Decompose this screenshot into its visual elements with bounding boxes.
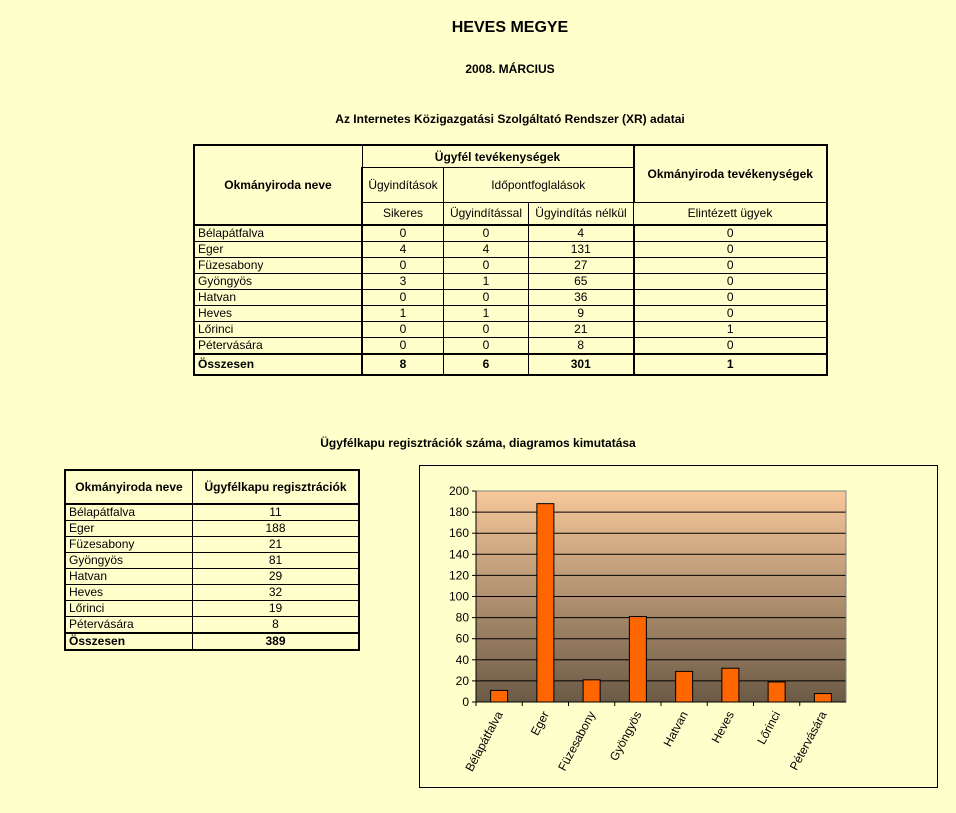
col-group-office-activities: Okmányiroda tevékenységek bbox=[634, 145, 828, 203]
without-initiation-cell: 27 bbox=[529, 258, 634, 274]
x-tick-label: Bélapátfalva bbox=[462, 708, 506, 774]
without-initiation-cell: 4 bbox=[529, 225, 634, 242]
total-with-initiation: 6 bbox=[444, 354, 529, 375]
table-row bbox=[65, 521, 359, 537]
table-row bbox=[65, 504, 359, 521]
col-header-registrations: Ügyfélkapu regisztrációk bbox=[193, 470, 360, 504]
completed-cell: 0 bbox=[634, 242, 828, 258]
successful-cell: 4 bbox=[362, 242, 444, 258]
with-initiation-cell: 0 bbox=[444, 258, 529, 274]
page-title: HEVES MEGYE bbox=[451, 19, 569, 36]
xr-data-table bbox=[193, 144, 828, 376]
bar bbox=[768, 682, 785, 702]
completed-cell: 0 bbox=[634, 290, 828, 306]
registration-count-cell: 19 bbox=[193, 601, 360, 617]
col-header-successful: Sikeres bbox=[362, 203, 444, 226]
office-name-cell: Pétervására bbox=[194, 338, 362, 355]
without-initiation-cell: 9 bbox=[529, 306, 634, 322]
office-name-cell: Gyöngyös bbox=[65, 553, 193, 569]
table-row bbox=[194, 274, 827, 290]
total-row bbox=[65, 633, 359, 650]
completed-cell: 1 bbox=[634, 322, 828, 338]
table-row bbox=[194, 322, 827, 338]
successful-cell: 0 bbox=[362, 290, 444, 306]
completed-cell: 0 bbox=[634, 274, 828, 290]
reg-table-caption: Ügyfélkapu regisztrációk száma, diagramos kimutatása bbox=[320, 436, 636, 450]
completed-cell: 0 bbox=[634, 258, 828, 274]
registration-count-cell: 21 bbox=[193, 537, 360, 553]
bar bbox=[722, 668, 739, 702]
office-name-cell: Füzesabony bbox=[194, 258, 362, 274]
successful-cell: 0 bbox=[362, 258, 444, 274]
xr-table-caption: Az Internetes Közigazgatási Szolgáltató Rendszer (XR) adatai bbox=[335, 112, 685, 126]
x-tick-label: Gyöngyös bbox=[606, 708, 645, 764]
total-successful: 8 bbox=[362, 354, 444, 375]
y-tick-label: 160 bbox=[448, 526, 469, 541]
bar bbox=[491, 690, 508, 702]
bar bbox=[583, 680, 600, 702]
without-initiation-cell: 21 bbox=[529, 322, 634, 338]
y-tick-label: 140 bbox=[448, 547, 469, 562]
table-row bbox=[65, 617, 359, 634]
total-without-initiation: 301 bbox=[529, 354, 634, 375]
bar bbox=[629, 617, 646, 702]
without-initiation-cell: 8 bbox=[529, 338, 634, 355]
registrations-chart bbox=[419, 465, 938, 788]
col-header-office-name: Okmányiroda neve bbox=[194, 145, 362, 225]
y-tick-label: 20 bbox=[455, 673, 469, 688]
with-initiation-cell: 0 bbox=[444, 338, 529, 355]
table-row bbox=[65, 585, 359, 601]
y-tick-label: 40 bbox=[455, 652, 469, 667]
registration-count-cell: 11 bbox=[193, 504, 360, 521]
x-tick-label: Heves bbox=[708, 708, 738, 746]
office-name-cell: Eger bbox=[65, 521, 193, 537]
y-tick-label: 80 bbox=[455, 610, 469, 625]
completed-cell: 0 bbox=[634, 225, 828, 242]
registration-count-cell: 29 bbox=[193, 569, 360, 585]
table-row bbox=[65, 569, 359, 585]
bar bbox=[814, 694, 831, 702]
col-header-without-initiation: Ügyindítás nélkül bbox=[529, 203, 634, 226]
total-completed: 1 bbox=[634, 354, 828, 375]
bar bbox=[676, 671, 693, 702]
office-name-cell: Lőrinci bbox=[65, 601, 193, 617]
with-initiation-cell: 4 bbox=[444, 242, 529, 258]
office-name-cell: Pétervására bbox=[65, 617, 193, 634]
with-initiation-cell: 1 bbox=[444, 274, 529, 290]
completed-cell: 0 bbox=[634, 338, 828, 355]
office-name-cell: Heves bbox=[194, 306, 362, 322]
office-name-cell: Bélapátfalva bbox=[65, 504, 193, 521]
total-registrations: 389 bbox=[193, 633, 360, 650]
successful-cell: 1 bbox=[362, 306, 444, 322]
successful-cell: 0 bbox=[362, 338, 444, 355]
with-initiation-cell: 0 bbox=[444, 225, 529, 242]
table-row bbox=[65, 601, 359, 617]
x-tick-label: Eger bbox=[527, 708, 553, 738]
total-row bbox=[194, 354, 827, 375]
office-name-cell: Gyöngyös bbox=[194, 274, 362, 290]
table-row bbox=[194, 306, 827, 322]
registration-count-cell: 8 bbox=[193, 617, 360, 634]
with-initiation-cell: 1 bbox=[444, 306, 529, 322]
office-name-cell: Eger bbox=[194, 242, 362, 258]
office-name-cell: Füzesabony bbox=[65, 537, 193, 553]
without-initiation-cell: 65 bbox=[529, 274, 634, 290]
successful-cell: 0 bbox=[362, 225, 444, 242]
page-subtitle: 2008. MÁRCIUS bbox=[465, 62, 555, 76]
col-header-with-initiation: Ügyindítással bbox=[444, 203, 529, 226]
successful-cell: 0 bbox=[362, 322, 444, 338]
office-name-cell: Hatvan bbox=[194, 290, 362, 306]
y-tick-label: 120 bbox=[448, 568, 469, 583]
table-row bbox=[194, 258, 827, 274]
without-initiation-cell: 131 bbox=[529, 242, 634, 258]
chart-svg bbox=[420, 466, 937, 787]
col-header-completed: Elintézett ügyek bbox=[634, 203, 828, 226]
y-tick-label: 100 bbox=[448, 589, 469, 604]
office-name-cell: Bélapátfalva bbox=[194, 225, 362, 242]
registration-count-cell: 32 bbox=[193, 585, 360, 601]
table-row bbox=[194, 225, 827, 242]
table-row bbox=[194, 242, 827, 258]
y-tick-label: 180 bbox=[448, 505, 469, 520]
table-row bbox=[194, 338, 827, 355]
total-label: Összesen bbox=[65, 633, 193, 650]
successful-cell: 3 bbox=[362, 274, 444, 290]
bar bbox=[537, 504, 554, 702]
registration-count-cell: 188 bbox=[193, 521, 360, 537]
table-row bbox=[65, 537, 359, 553]
x-tick-label: Pétervására bbox=[786, 708, 830, 773]
x-tick-label: Füzesabony bbox=[555, 708, 599, 774]
y-tick-label: 0 bbox=[462, 695, 469, 709]
total-label: Összesen bbox=[194, 354, 362, 375]
with-initiation-cell: 0 bbox=[444, 290, 529, 306]
x-tick-label: Hatvan bbox=[660, 708, 691, 749]
registration-count-cell: 81 bbox=[193, 553, 360, 569]
col-header-office-name: Okmányiroda neve bbox=[65, 470, 193, 504]
table-row bbox=[194, 290, 827, 306]
col-subheader-bookings: Időpontfoglalások bbox=[444, 168, 634, 203]
table-row bbox=[65, 553, 359, 569]
col-group-client-activities: Ügyfél tevékenységek bbox=[362, 145, 634, 168]
without-initiation-cell: 36 bbox=[529, 290, 634, 306]
registrations-table bbox=[64, 469, 360, 651]
x-tick-label: Lőrinci bbox=[754, 708, 784, 747]
y-tick-label: 200 bbox=[448, 484, 469, 498]
col-subheader-initiations: Ügyindítások bbox=[362, 168, 444, 203]
y-tick-label: 60 bbox=[455, 631, 469, 646]
office-name-cell: Hatvan bbox=[65, 569, 193, 585]
completed-cell: 0 bbox=[634, 306, 828, 322]
office-name-cell: Lőrinci bbox=[194, 322, 362, 338]
with-initiation-cell: 0 bbox=[444, 322, 529, 338]
office-name-cell: Heves bbox=[65, 585, 193, 601]
